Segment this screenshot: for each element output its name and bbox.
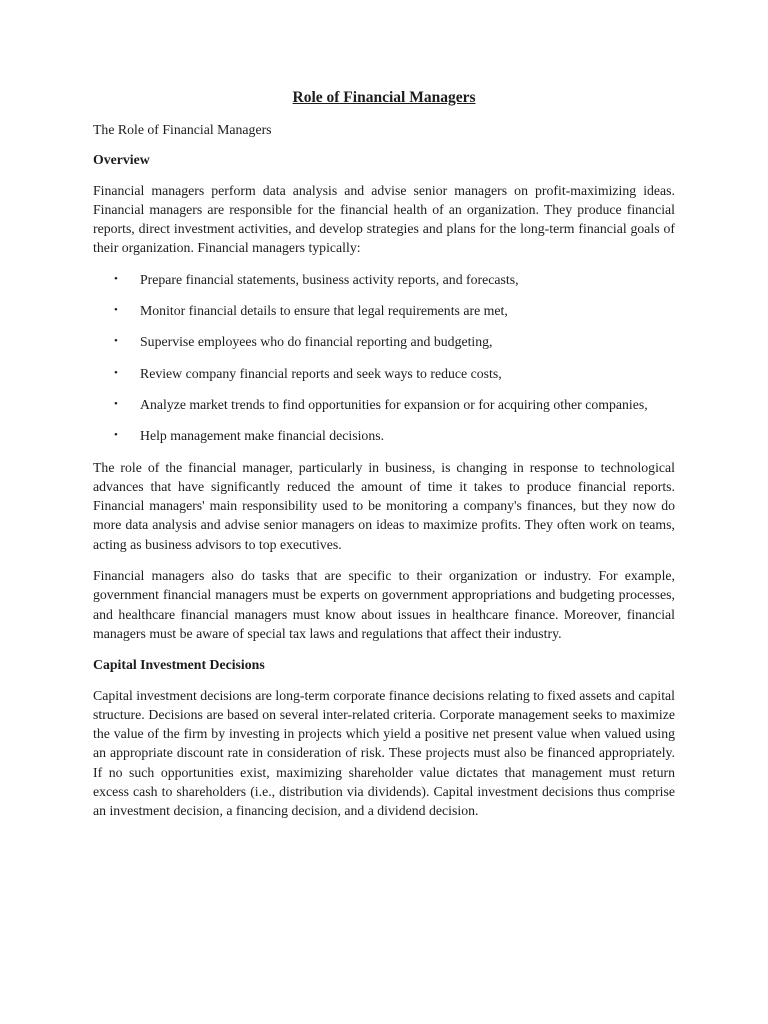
document-title: Role of Financial Managers	[292, 89, 476, 106]
responsibilities-list	[93, 270, 675, 446]
list-item	[93, 395, 675, 414]
bullet-icon: •	[114, 304, 118, 317]
list-item-text: Review company financial reports and seek ways to reduce costs,	[140, 365, 502, 381]
list-item	[93, 426, 675, 445]
bullet-icon: •	[114, 366, 118, 379]
capital-investment-heading: Capital Investment Decisions	[93, 657, 265, 673]
bullet-icon: •	[114, 335, 118, 348]
specific-tasks-paragraph: Financial managers also do tasks that are specific to their organization or industry. For example, government financial managers must be experts on government appropriations and budgeting processes, and healthcare financial managers must know about issues in healthcare finance. Moreover, financial managers must be aware of special tax laws and regulations that affect their industry.	[93, 568, 675, 641]
document-subtitle: The Role of Financial Managers	[93, 122, 272, 137]
list-item-text: Prepare financial statements, business activity reports, and forecasts,	[140, 271, 519, 287]
overview-heading: Overview	[93, 152, 150, 168]
list-item	[93, 332, 675, 351]
list-item-text: Supervise employees who do financial reporting and budgeting,	[140, 334, 493, 350]
bullet-icon: •	[114, 429, 118, 442]
capital-investment-paragraph: Capital investment decisions are long-term corporate finance decisions relating to fixed assets and capital structure. Decisions are based on several inter-related criteria. Corporate management seeks to maximize the value of the firm by investing in projects which yield a positive net present value when valued using an appropriate discount rate in consideration of risk. These projects must also be financed appropriately. If no such opportunities exist, maximizing shareholder value dictates that management must return excess cash to shareholders (i.e., distribution via dividends). Capital investment decisions thus comprise an investment decision, a financing decision, and a dividend decision.	[93, 687, 675, 819]
role-change-paragraph: The role of the financial manager, particularly in business, is changing in response to technological advances that have significantly reduced the amount of time it takes to produce financial reports. Financial managers' main responsibility used to be monitoring a company's finances, but they now do more data analysis and advise senior managers on ideas to maximize profits. They often work on teams, acting as business advisors to top executives.	[93, 459, 675, 552]
list-item-text: Monitor financial details to ensure that legal requirements are met,	[140, 303, 508, 319]
list-item	[93, 301, 675, 320]
document-page	[93, 88, 675, 833]
overview-paragraph: Financial managers perform data analysis and advise senior managers on profit-maximizing ideas. Financial managers are responsible for the financial health of an organization. They produce financial reports, direct investment activities, and develop strategies and plans for the long-term financial goals of their organization. Financial managers typically:	[93, 182, 675, 256]
bullet-icon: •	[114, 397, 118, 410]
list-item-text: Analyze market trends to find opportunities for expansion or for acquiring other companies,	[140, 396, 648, 412]
list-item-text: Help management make financial decisions.	[140, 428, 385, 444]
list-item	[93, 270, 675, 289]
list-item	[93, 364, 675, 383]
bullet-icon: •	[114, 272, 118, 285]
